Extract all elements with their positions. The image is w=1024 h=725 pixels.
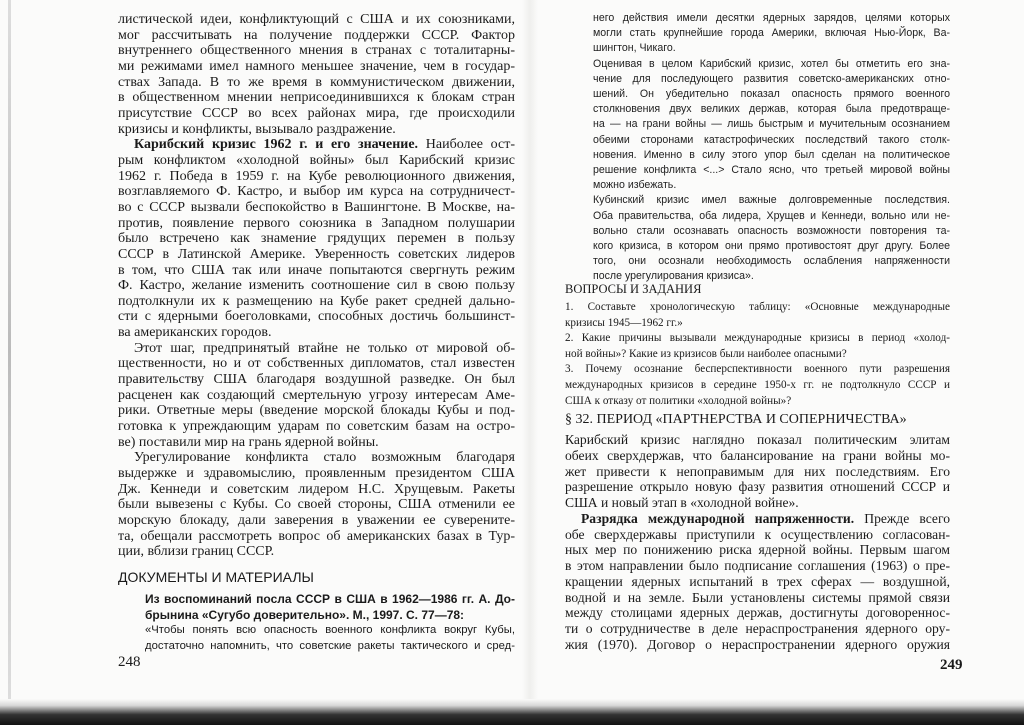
text-line: против, появление первого союзника в Западном полушарии (118, 215, 515, 231)
quote-line: обеими сторонами катастрофических последствий такого столк- (593, 133, 950, 146)
section-title: § 32. ПЕРИОД «ПАРТНЕРСТВА И СОПЕРНИЧЕСТВА» (565, 412, 907, 427)
text-line (565, 511, 950, 527)
text-line: морскую блокаду, дали заверения в уважении ее суверените- (118, 513, 515, 528)
text-line: во с СССР вызвали беспокойство в Вашингтоне. В Москве, на- (118, 199, 515, 215)
text-line-rest: Наиболее ост- (418, 137, 515, 153)
text-line: между столицами ядерных держав, достигнуты договореннос- (565, 605, 950, 621)
text-line: в этом направлении было подписание соглашения (1963) о пре- (565, 558, 950, 573)
quote-continuation (593, 11, 950, 285)
quote-line: можно избежать. (593, 179, 677, 192)
text-line: внутреннего общественного мнения в странах с тоталитарны- (118, 43, 515, 59)
quote-line: новения. Именно в силу этого упор был сделан на политическое (593, 148, 950, 161)
text-line: ствах Запада. В то же время в коммунистическом движении, (118, 74, 515, 90)
quote-line: столкновения двух великих держав, которая была предотвраще- (593, 103, 950, 116)
quote-line: могли стать крупнейшие города Америки, включая Нью-Йорк, Ва- (593, 27, 950, 40)
text-line: готовка к упреждающим ударам по советским базам на остро- (118, 419, 515, 435)
question-line: США к отказу от политики «холодной войны»? (565, 394, 792, 407)
quote-line: кого кризиса, в котором они прямо противостоят друг другу. Более (593, 240, 950, 253)
text-line: ва американских городов. (118, 325, 272, 341)
text-line: кращении ядерных испытаний в трех сферах — воздушной, (565, 573, 950, 589)
quote-line: Оба правительства, оба лидера, Хрущев и Кеннеди, вольно или не- (593, 209, 950, 222)
text-line: обе сверхдержавы приступили к осуществлению согласован- (565, 526, 950, 542)
text-line: СССР в Латинской Америке. Уверенность советских лидеров (118, 246, 515, 262)
text-line: жет привести к непоправимым для них последствиям. Его (565, 463, 950, 479)
text-line: возглавляемого Ф. Кастро, и выбор им курса на сотрудничест- (118, 184, 515, 200)
question-line: 2. Какие причины вызывали международные кризисы в период «холод- (565, 332, 950, 345)
question-line: международных кризисов в середине 1950-х гг. не подтолкнуло СССР и (565, 378, 950, 391)
text-line: были вывезены с Кубы. Со своей стороны, США отменили ее (118, 497, 515, 513)
text-line: Этот шаг, предпринятый втайне не только от мировой об- (134, 340, 515, 356)
text-line-rest: Прежде всего (854, 510, 950, 526)
source-line: брынина «Сугубо доверительно». М., 1997. С. 77—78: (145, 607, 465, 622)
page-number-right: 249 (940, 657, 963, 673)
question-line: кризисы 1945—1962 гг.» (565, 316, 683, 329)
text-line: ве) поставили мир на грань ядерной войны. (118, 434, 379, 450)
text-line: обеих сверхдержав, что балансирование на грани войны мо- (565, 447, 950, 463)
quote-line: решение конфликта <...> Стало ясно, что третьей мировой войны (593, 164, 950, 177)
text-line: Дж. Кеннеди и советским лидером Н.С. Хрущевым. Ракеты (118, 481, 515, 497)
question-line: 1. Составьте хронологическую таблицу: «Основные международные (565, 301, 950, 313)
text-line: кризисы и конфликты, вызывало раздражение. (118, 121, 396, 137)
quote-line: достаточно напомнить, что советские ракеты тактического и сред- (145, 639, 515, 652)
text-line: выдержке и здравомыслию, проявленным президентом США (118, 466, 515, 482)
questions-heading: ВОПРОСЫ И ЗАДАНИЯ (565, 282, 702, 296)
quote-line: «Чтобы понять всю опасность военного конфликта вокруг Кубы, (145, 624, 515, 636)
questions-list (565, 300, 950, 409)
text-line: рым конфликтом «холодной войны» был Карибский кризис (118, 152, 515, 168)
text-line: было встречено как знамение грядущих перемен в пользу (118, 231, 515, 247)
text-line: жия (1970). Договор о нераспространении ядерного оружия (565, 636, 950, 652)
text-line: в том, что США так или иначе попытаются свергнуть режим (118, 262, 515, 278)
text-line: разрешение открыло новую фазу развития отношений СССР и (565, 479, 950, 495)
text-line: в общественном мнении неприсоединившихся к блокам стран (118, 90, 515, 106)
text-line: листической идеи, конфликтующий с США и их союзниками, (118, 12, 515, 27)
page-number-left: 248 (118, 654, 141, 670)
text-line: США и новый этап в «холодной войне». (565, 495, 799, 510)
quote-line: вольно стали осознавать опасность возможности повторения та- (593, 224, 950, 237)
section-body-text (565, 432, 950, 653)
quote-line: Кубинский кризис имел важные долговременные последствия. (593, 194, 950, 207)
source-line: Из воспоминаний посла СССР в США в 1962—1986 гг. А. До- (145, 592, 515, 606)
text-line: расценен как создающий смертельную угрозу интересам Аме- (118, 387, 515, 403)
quote-line: того, они осознали необходимость ослабления напряженности (593, 255, 950, 268)
text-line: ных мер по понижению риска ядерной войны. Первым шагом (565, 542, 950, 558)
paragraph-lead: Разрядка международной напряженности. (581, 510, 855, 526)
question-line: ной войны»? Какие из кризисов были наиболее опасными? (565, 347, 847, 360)
text-line: та, обещали рассмотреть вопрос об американских базах в Тур- (118, 528, 515, 544)
text-line: ми режимами имел намного меньшее значение, чем в государ- (118, 58, 515, 74)
quote-line: на — на грани войны — лишь быстрым и мучительным осознанием (593, 118, 950, 131)
text-line: мог рассчитывать на получение поддержки СССР. Фактор (118, 27, 515, 43)
text-line: щественности, но и от собственных дипломатов, стал известен (118, 356, 515, 372)
text-line: Ф. Кастро, желание изменить соотношение сил в свою пользу (118, 278, 515, 294)
quote-line: шингтон, Чикаго. (593, 42, 676, 55)
text-line: присутствие СССР во всех районах мира, где происходили (118, 105, 515, 121)
text-line: Карибский кризис наглядно показал политическим элитам (565, 432, 950, 447)
quote-line: Оценивая в целом Карибский кризис, хотел бы отметить его зна- (593, 57, 950, 70)
quote-line: чение для последующего развития советско-американских отно- (593, 72, 950, 85)
quote-line: шений. Он убедительно показал опасность прямого военного (593, 88, 950, 101)
scan-bottom-edge (0, 699, 1024, 725)
text-line: подтолкнули их к размещению на Кубе ракет средней дально- (118, 293, 515, 309)
text-line: водной и на земле. Были установлены системы прямой связи (565, 589, 950, 605)
text-line: ции, вблизи границ СССР. (118, 544, 275, 560)
text-line: 1962 г. Победа в 1959 г. на Кубе революционного движения, (118, 168, 515, 184)
text-line: ти о сотрудничестве в деле нераспространения ядерного ору- (565, 621, 950, 636)
paragraph-lead: Карибский кризис 1962 г. и его значение. (134, 137, 419, 153)
text-line: рики. Ответные меры (введение морской блокады Кубы и под- (118, 403, 515, 419)
question-line: 3. Почему осознание бесперспективности военного пути разрешения (565, 363, 950, 376)
text-line: сти с ядерными боеголовками, способных достичь большинст- (118, 309, 515, 325)
quote-line: него действия имели десятки ядерных зарядов, целями которых (593, 12, 950, 24)
quote-line: после урегулирования кризиса». (593, 270, 754, 283)
text-line: Урегулирование конфликта стало возможным благодаря (134, 450, 515, 466)
documents-heading: ДОКУМЕНТЫ И МАТЕРИАЛЫ (118, 569, 314, 585)
text-line: правительству США благодаря воздушной разведке. Он был (118, 372, 515, 388)
